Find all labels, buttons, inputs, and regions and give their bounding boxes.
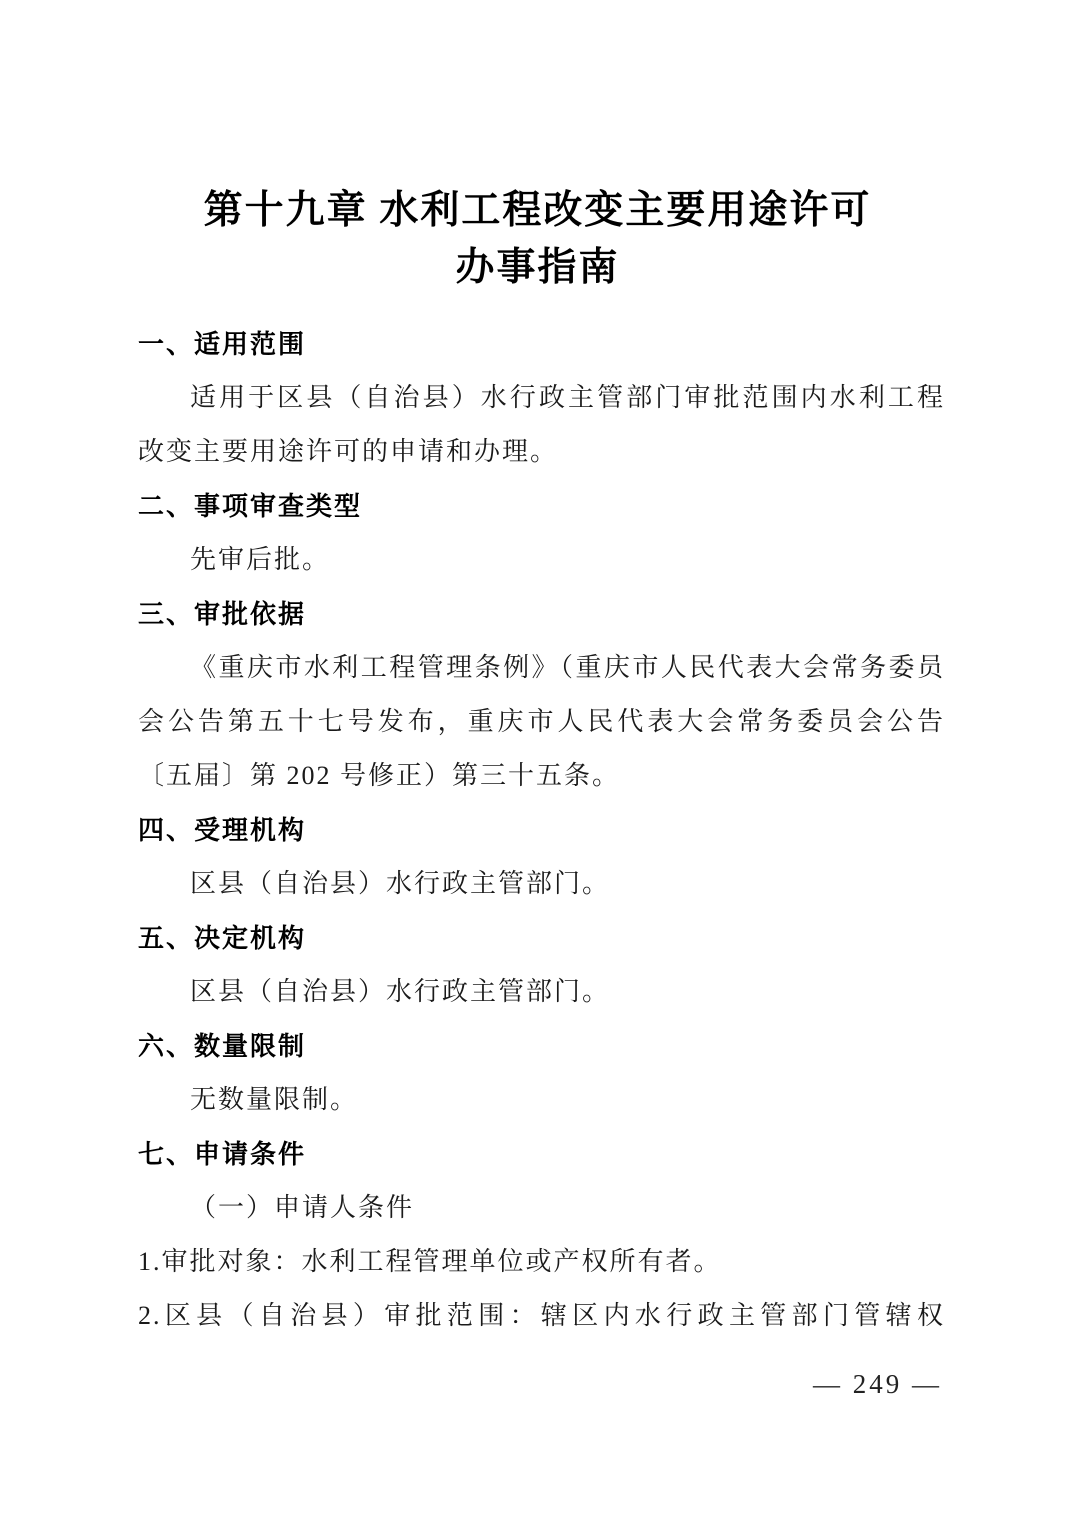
section-review-type [138, 479, 945, 587]
page-title-line1: 第十九章 水利工程改变主要用途许可 [203, 189, 872, 232]
paragraph: 区县（自治县）水行政主管部门。 [190, 977, 611, 1006]
section-heading: 七、申请条件 [138, 1139, 307, 1169]
section-quantity-limit [138, 1019, 945, 1127]
section-accepting-authority [138, 803, 945, 911]
paragraph: 先审后批。 [190, 545, 331, 574]
paragraph: 《重庆市水利工程管理条例》（重庆市人民代表大会常务委员会公告第五十七号发布，重庆市人民代表大会常务委员会公告〔五届〕第 202 号修正）第三十五条。 [138, 653, 945, 790]
section-applicable-scope [138, 317, 945, 479]
page-title-line2: 办事指南 [455, 246, 620, 289]
section-heading: 五、决定机构 [138, 923, 307, 953]
section-heading: 六、数量限制 [138, 1031, 307, 1061]
page-number: — 249 — [813, 1369, 942, 1399]
paragraph: 无数量限制。 [190, 1085, 359, 1114]
section-heading: 二、事项审查类型 [138, 491, 363, 521]
section-heading: 一、适用范围 [138, 329, 307, 359]
section-application-conditions [138, 1127, 945, 1343]
section-approval-basis [138, 587, 945, 803]
section-deciding-authority [138, 911, 945, 1019]
section-heading: 三、审批依据 [138, 599, 307, 629]
paragraph: （一）申请人条件 [190, 1193, 415, 1222]
paragraph: 1.审批对象：水利工程管理单位或产权所有者。 [138, 1247, 722, 1276]
paragraph: 适用于区县（自治县）水行政主管部门审批范围内水利工程改变主要用途许可的申请和办理。 [138, 383, 945, 466]
page-title [0, 182, 1075, 296]
paragraph: 区县（自治县）水行政主管部门。 [190, 869, 611, 898]
paragraph: 2.区县（自治县）审批范围：辖区内水行政主管部门管辖权 [138, 1301, 945, 1330]
section-heading: 四、受理机构 [138, 815, 307, 845]
document-body [138, 317, 945, 1343]
